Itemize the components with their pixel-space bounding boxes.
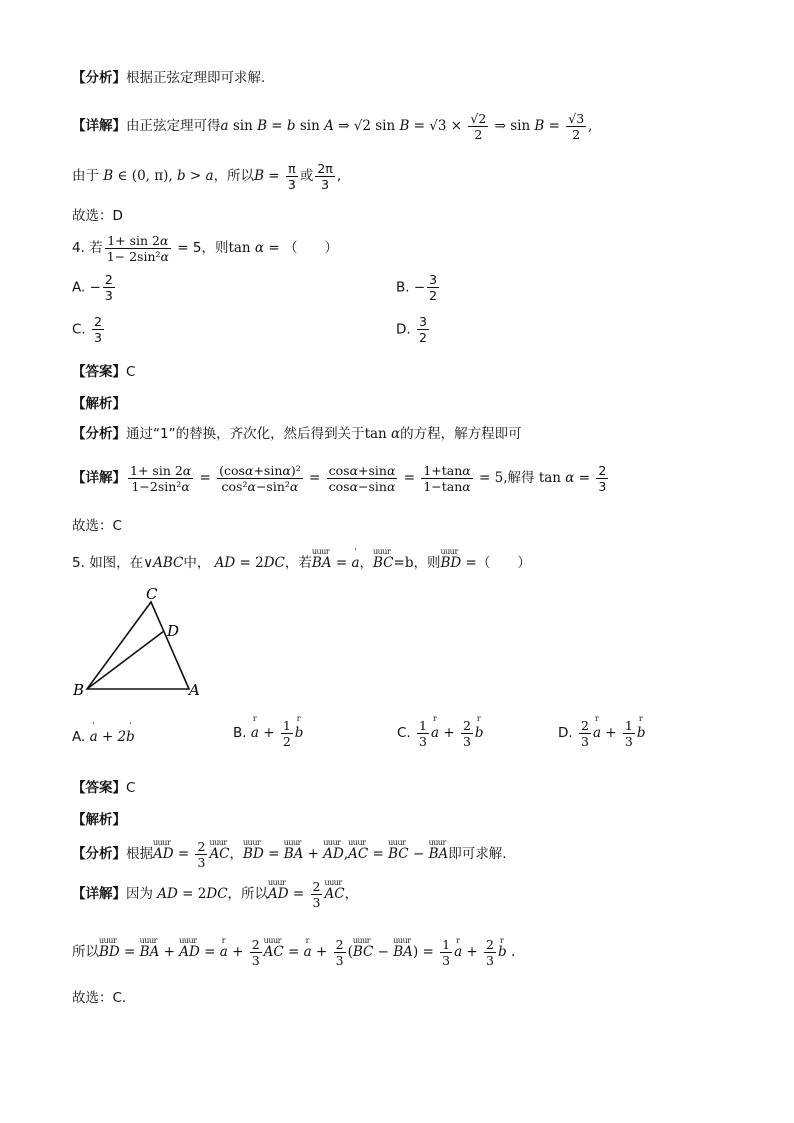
q5-choice: 故选：C.: [72, 990, 127, 1006]
triangle-figure: [70, 585, 210, 700]
q4-detail: 【详解】 $\frac{1+ \sin 2\alpha}{\text{1−2sin²α}}$ = $\frac{\text{(cosα+sinα)²}}{\text{cos²α−sin²α}}$ = $\frac{\cos\alpha+\sin\alpha}{\cos\alpha-\sin\alpha}$ = $\frac{1+\tan\alpha}{1-\tan\alpha}$ = 5,解得 tan α = $\frac{2}{3}$: [72, 462, 607, 494]
q4-answer: [72, 360, 135, 380]
analysis-tag: 【分析】: [72, 70, 126, 86]
q3-line2: 由于 B ∈ (0, π), b > a，所以B = $\frac{\pi}{3}$ 或 $\frac{2\pi}{3}$ ,: [72, 160, 342, 192]
q5-detail: 【详解】因为 AD = 2DC，所以uuur AD = $\frac{2}{3}$ uuur AC，: [72, 876, 358, 912]
q5-option-c[interactable]: C. $\frac{1}{3}$ r a + $\frac{2}{3}$ r b: [397, 718, 484, 749]
q4-stem-suffix: （ ）: [283, 240, 338, 256]
label-c: C: [146, 585, 158, 603]
q5-stem: 5. 如图，在∨ABC中， AD = 2DC，若uuur BA = ' a，uuur BC=b，则uuur BD =（ ）: [72, 550, 531, 576]
q4-option-c[interactable]: C. $\frac{2}{3}$: [72, 314, 102, 345]
q5-option-b[interactable]: B. r a + $\frac{1}{2}$ r b: [233, 718, 303, 749]
q4-option-b[interactable]: B. − $\frac{3}{2}$: [396, 272, 438, 303]
q5-analysis: 【分析】根据uuur AD = $\frac{2}{3}$ uuur AC，uuur BD = uuur BA + uuur AD,uuur AC = uuur BC − uuur BA即可求解.: [72, 836, 507, 872]
q4-number: 4.: [72, 240, 85, 256]
line2-condition: B ∈ (0, π), b > a: [103, 168, 214, 184]
label-d: D: [167, 622, 180, 640]
q4-fraction: $\frac{1+ \sin 2\alpha}{\text{1− 2sin²α}}$: [106, 232, 169, 264]
q4-stem-prefix: 若: [89, 240, 103, 256]
q4-explain-tag: 【解析】: [72, 396, 126, 412]
q4-choice: 故选：C: [72, 518, 122, 534]
q4-detail-equation: $\frac{1+ \sin 2\alpha}{\text{1−2sin²α}}$ = $\frac{\text{(cosα+sinα)²}}{\text{cos²α−sin²α}}$ = $\frac{\cos\alpha+\sin\alpha}{\cos\alpha-\sin\alpha}$ = $\frac{1+\tan\alpha}{1-\tan\alpha}$ = 5: [130, 463, 504, 494]
q4-option-a[interactable]: A. − $\frac{2}{3}$: [72, 272, 113, 303]
detail-tag: 【详解】: [72, 118, 126, 134]
answer-value: C: [126, 364, 136, 380]
q4-stem-mid: ，则: [201, 240, 229, 256]
line2-mid: ，所以: [213, 168, 255, 184]
analysis-text: 根据正弦定理即可求解.: [126, 70, 266, 86]
line2-prefix: 由于: [72, 168, 99, 184]
label-b: B: [73, 681, 85, 699]
segment-bd: [87, 631, 164, 689]
q4-option-d[interactable]: D. $\frac{3}{2}$: [396, 314, 427, 345]
q5-so: 所以uuur BD = uuur BA + uuur AD = r a + $\frac{2}{3}$ uuur AC = r a + $\frac{2}{3}$ (uuur BC − uuur BA) = $\frac{1}{3}$ r a + $\frac{2}{3}$ r b .: [72, 932, 515, 972]
q3-analysis: [72, 66, 265, 86]
q5-explain-tag: 【解析】: [72, 812, 126, 828]
q5-option-a[interactable]: A. ' a + 2' b: [72, 722, 135, 752]
detail-text: 由正弦定理可得: [126, 118, 221, 134]
q3-choice: 故选：D: [72, 208, 123, 224]
q4-stem: 4. 若 $\frac{1+ \sin 2\alpha}{\text{1− 2sin²α}}$ = 5，则tan α = （ ）: [72, 232, 338, 264]
triangle-abc: [87, 602, 189, 689]
line2-or: 或: [299, 168, 314, 184]
answer-tag: 【答案】: [72, 364, 126, 380]
q5-answer: 【答案】C: [72, 780, 136, 796]
q3-detail: [72, 106, 592, 146]
detail-equation: a sin B = b sin A ⇒ √2 sin B = √3 × $\frac{√2}{2}$ ⇒ sin B = $\frac{√3}{2}$ ,: [220, 111, 593, 142]
q5-option-d[interactable]: D. $\frac{2}{3}$ r a + $\frac{1}{3}$ r b: [558, 718, 646, 749]
label-a: A: [189, 681, 200, 699]
q4-analysis: 【分析】通过“1”的替换，齐次化，然后得到关于tan α的方程，解方程即可: [72, 426, 522, 442]
